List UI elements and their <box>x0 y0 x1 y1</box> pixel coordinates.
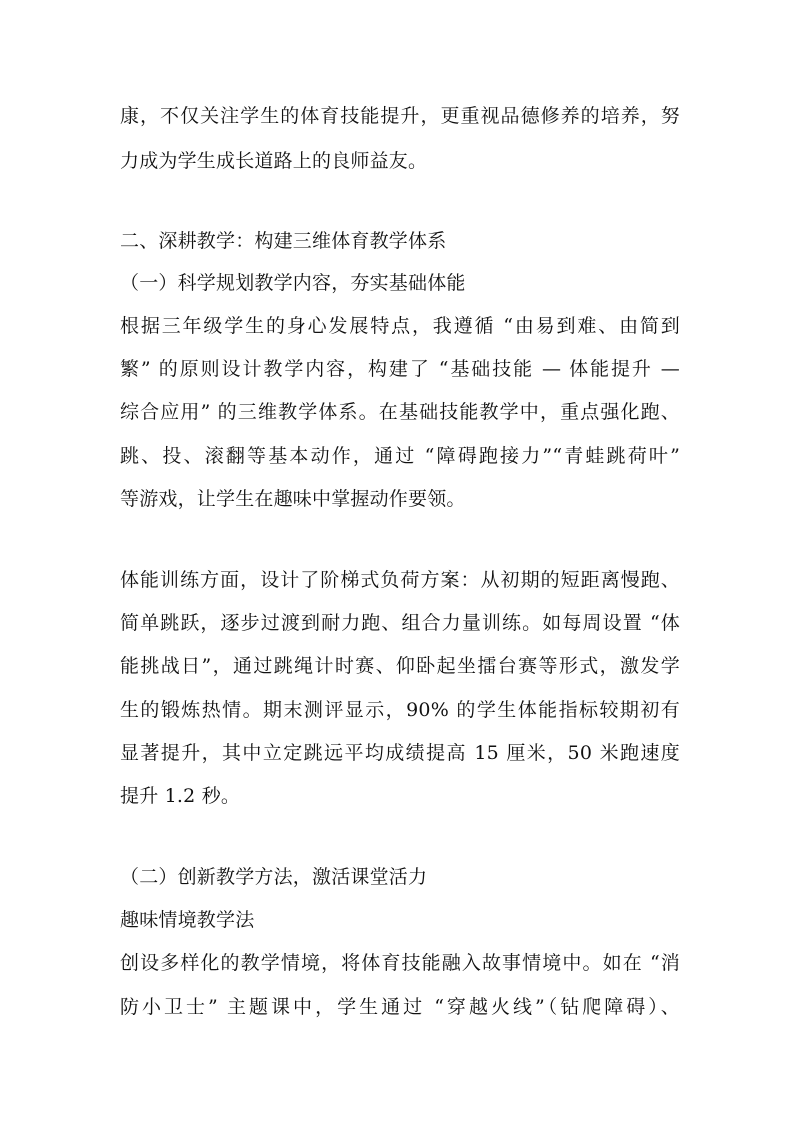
method-heading: 趣味情境教学法 <box>120 909 255 931</box>
fitness-paragraph-line: 生的锻炼热情。期末测评显示，90% 的学生体能指标较期初有 <box>120 699 680 721</box>
fitness-paragraph-line: 简单跳跃，逐步过渡到耐力跑、组合力量训练。如每周设置 “体 <box>120 612 680 634</box>
content-paragraph-line: 根据三年级学生的身心发展特点，我遵循 “由易到难、由简到 <box>120 315 680 337</box>
fitness-paragraph-line: 能挑战日”，通过跳绳计时赛、仰卧起坐擂台赛等形式，激发学 <box>120 655 680 677</box>
method-paragraph-line: 防小卫士” 主题课中，学生通过 “穿越火线”（钻爬障碍）、 <box>120 996 680 1018</box>
fitness-paragraph-line: 显著提升，其中立定跳远平均成绩提高 15 厘米，50 米跑速度 <box>120 742 680 764</box>
subsection-heading: （一）科学规划教学内容，夯实基础体能 <box>120 272 466 294</box>
content-paragraph-line: 综合应用” 的三维教学体系。在基础技能教学中，重点强化跑、 <box>120 401 680 423</box>
content-paragraph-line: 等游戏，让学生在趣味中掌握动作要领。 <box>120 488 466 510</box>
intro-paragraph-line: 康，不仅关注学生的体育技能提升，更重视品德修养的培养，努 <box>120 105 680 127</box>
section-heading: 二、深耕教学：构建三维体育教学体系 <box>120 230 447 252</box>
subsection-heading: （二）创新教学方法，激活课堂活力 <box>120 866 428 888</box>
fitness-paragraph-line: 体能训练方面，设计了阶梯式负荷方案：从初期的短距离慢跑、 <box>120 569 680 591</box>
content-paragraph-line: 繁” 的原则设计教学内容，构建了 “基础技能 — 体能提升 — <box>120 358 680 380</box>
content-paragraph-line: 跳、投、滚翻等基本动作，通过 “障碍跑接力”“青蛙跳荷叶” <box>120 445 680 467</box>
method-paragraph-line: 创设多样化的教学情境，将体育技能融入故事情境中。如在 “消 <box>120 952 680 974</box>
fitness-paragraph-line: 提升 1.2 秒。 <box>120 785 241 807</box>
intro-paragraph-line: 力成为学生成长道路上的良师益友。 <box>120 150 428 172</box>
